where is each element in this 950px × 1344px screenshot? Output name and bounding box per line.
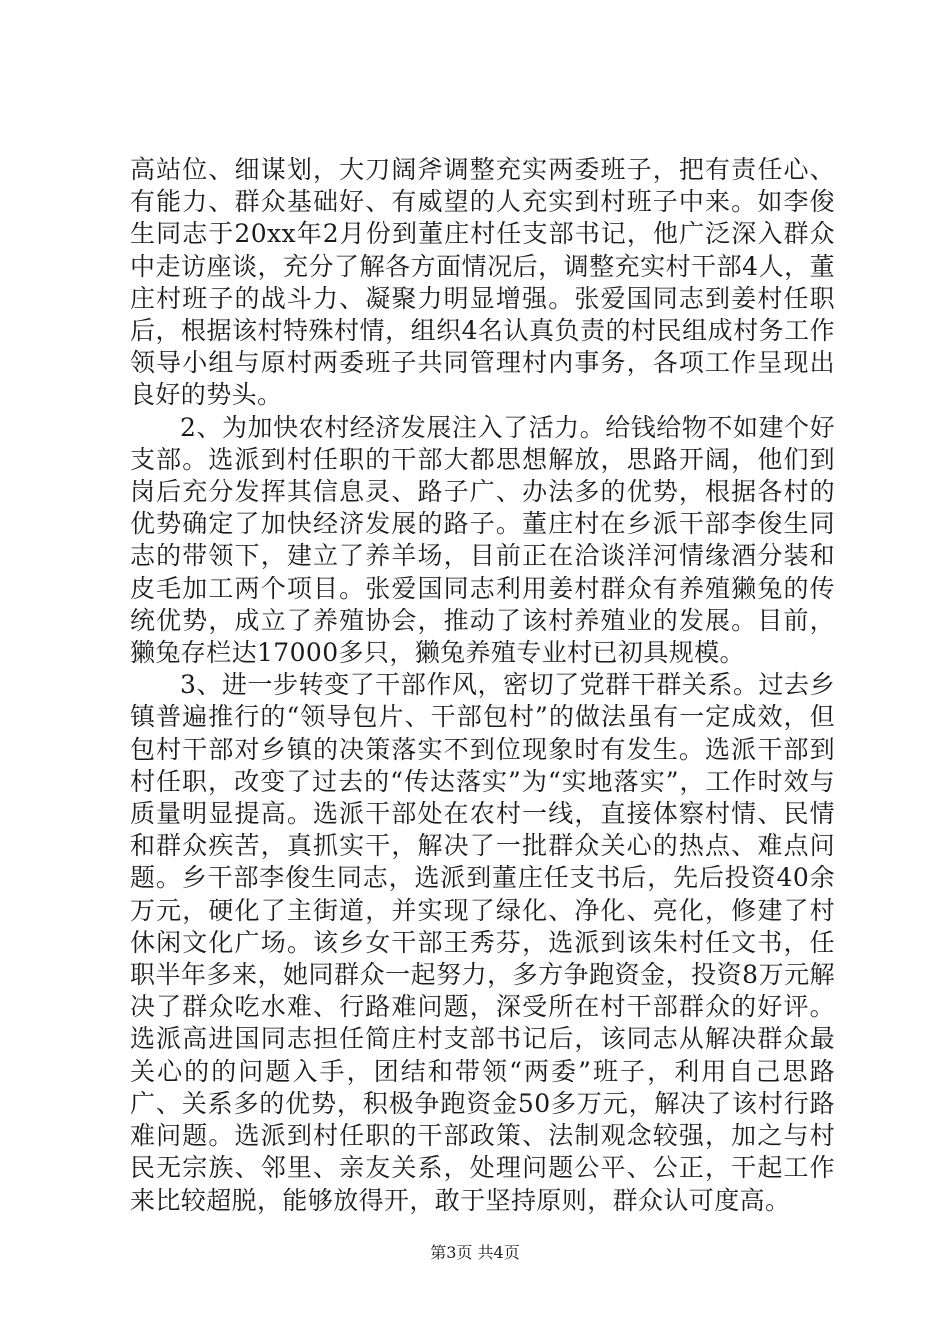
paragraph-continuation: 高站位、细谋划，大刀阔斧调整充实两委班子，把有责任心、有能力、群众基础好、有威望的人充实到村班子中来。如李俊生同志于20xx年2月份到董庄村任支部书记，他广泛深入群众中走访座谈，充分了解各方面情况后，调整充实村干部4人，董庄村班子的战斗力、凝聚力明显增强。张爱国同志到姜村任职后，根据该村特殊村情，组织4名认真负责的村民组成村务工作领导小组与原村两委班子共同管理村内事务，各项工作呈现出良好的势头。: [130, 155, 835, 410]
paragraph-economic-vitality: 2、为加快农村经济发展注入了活力。给钱给物不如建个好支部。选派到村任职的干部大都思想解放，思路开阔，他们到岗后充分发挥其信息灵、路子广、办法多的优势，根据各村的优势确定了加快经济发展的路子。董庄村在乡派干部李俊生同志的带领下，建立了养羊场，目前正在洽谈洋河情缘酒分装和皮毛加工两个项目。张爱国同志利用姜村群众有养殖獭兔的传统优势，成立了养殖协会，推动了该村养殖业的发展。目前，獭兔存栏达17000多只，獭兔养殖专业村已初具规模。: [130, 412, 835, 668]
page-footer: 第3页 共4页: [430, 1243, 520, 1262]
document-body: [130, 154, 835, 1217]
paragraph-cadre-style: 3、进一步转变了干部作风，密切了党群干群关系。过去乡镇普遍推行的“领导包片、干部包村”的做法虽有一定成效，但包村干部对乡镇的决策落实不到位现象时有发生。选派干部到村任职，改变了过去的“传达落实”为“实地落实”，工作时效与质量明显提高。选派干部处在农村一线，直接体察村情、民情和群众疾苦，真抓实干，解决了一批群众关心的热点、难点问题。乡干部李俊生同志，选派到董庄任支书后，先后投资40余万元，硬化了主街道，并实现了绿化、净化、亮化，修建了村休闲文化广场。该乡女干部王秀芬，选派到该朱村任文书，任职半年多来，她同群众一起努力，多方争跑资金，投资8万元解决了群众吃水难、行路难问题，深受所在村干部群众的好评。选派高进国同志担任简庄村支部书记后，该同志从解决群众最关心的的问题入手，团结和带领“两委”班子，利用自己思路广、关系多的优势，积极争跑资金50多万元，解决了该村行路难问题。选派到村任职的干部政策、法制观念较强，加之与村民无宗族、邻里、亲友关系，处理问题公平、公正，干起工作来比较超脱，能够放得开，敢于坚持原则，群众认可度高。: [130, 670, 835, 1215]
